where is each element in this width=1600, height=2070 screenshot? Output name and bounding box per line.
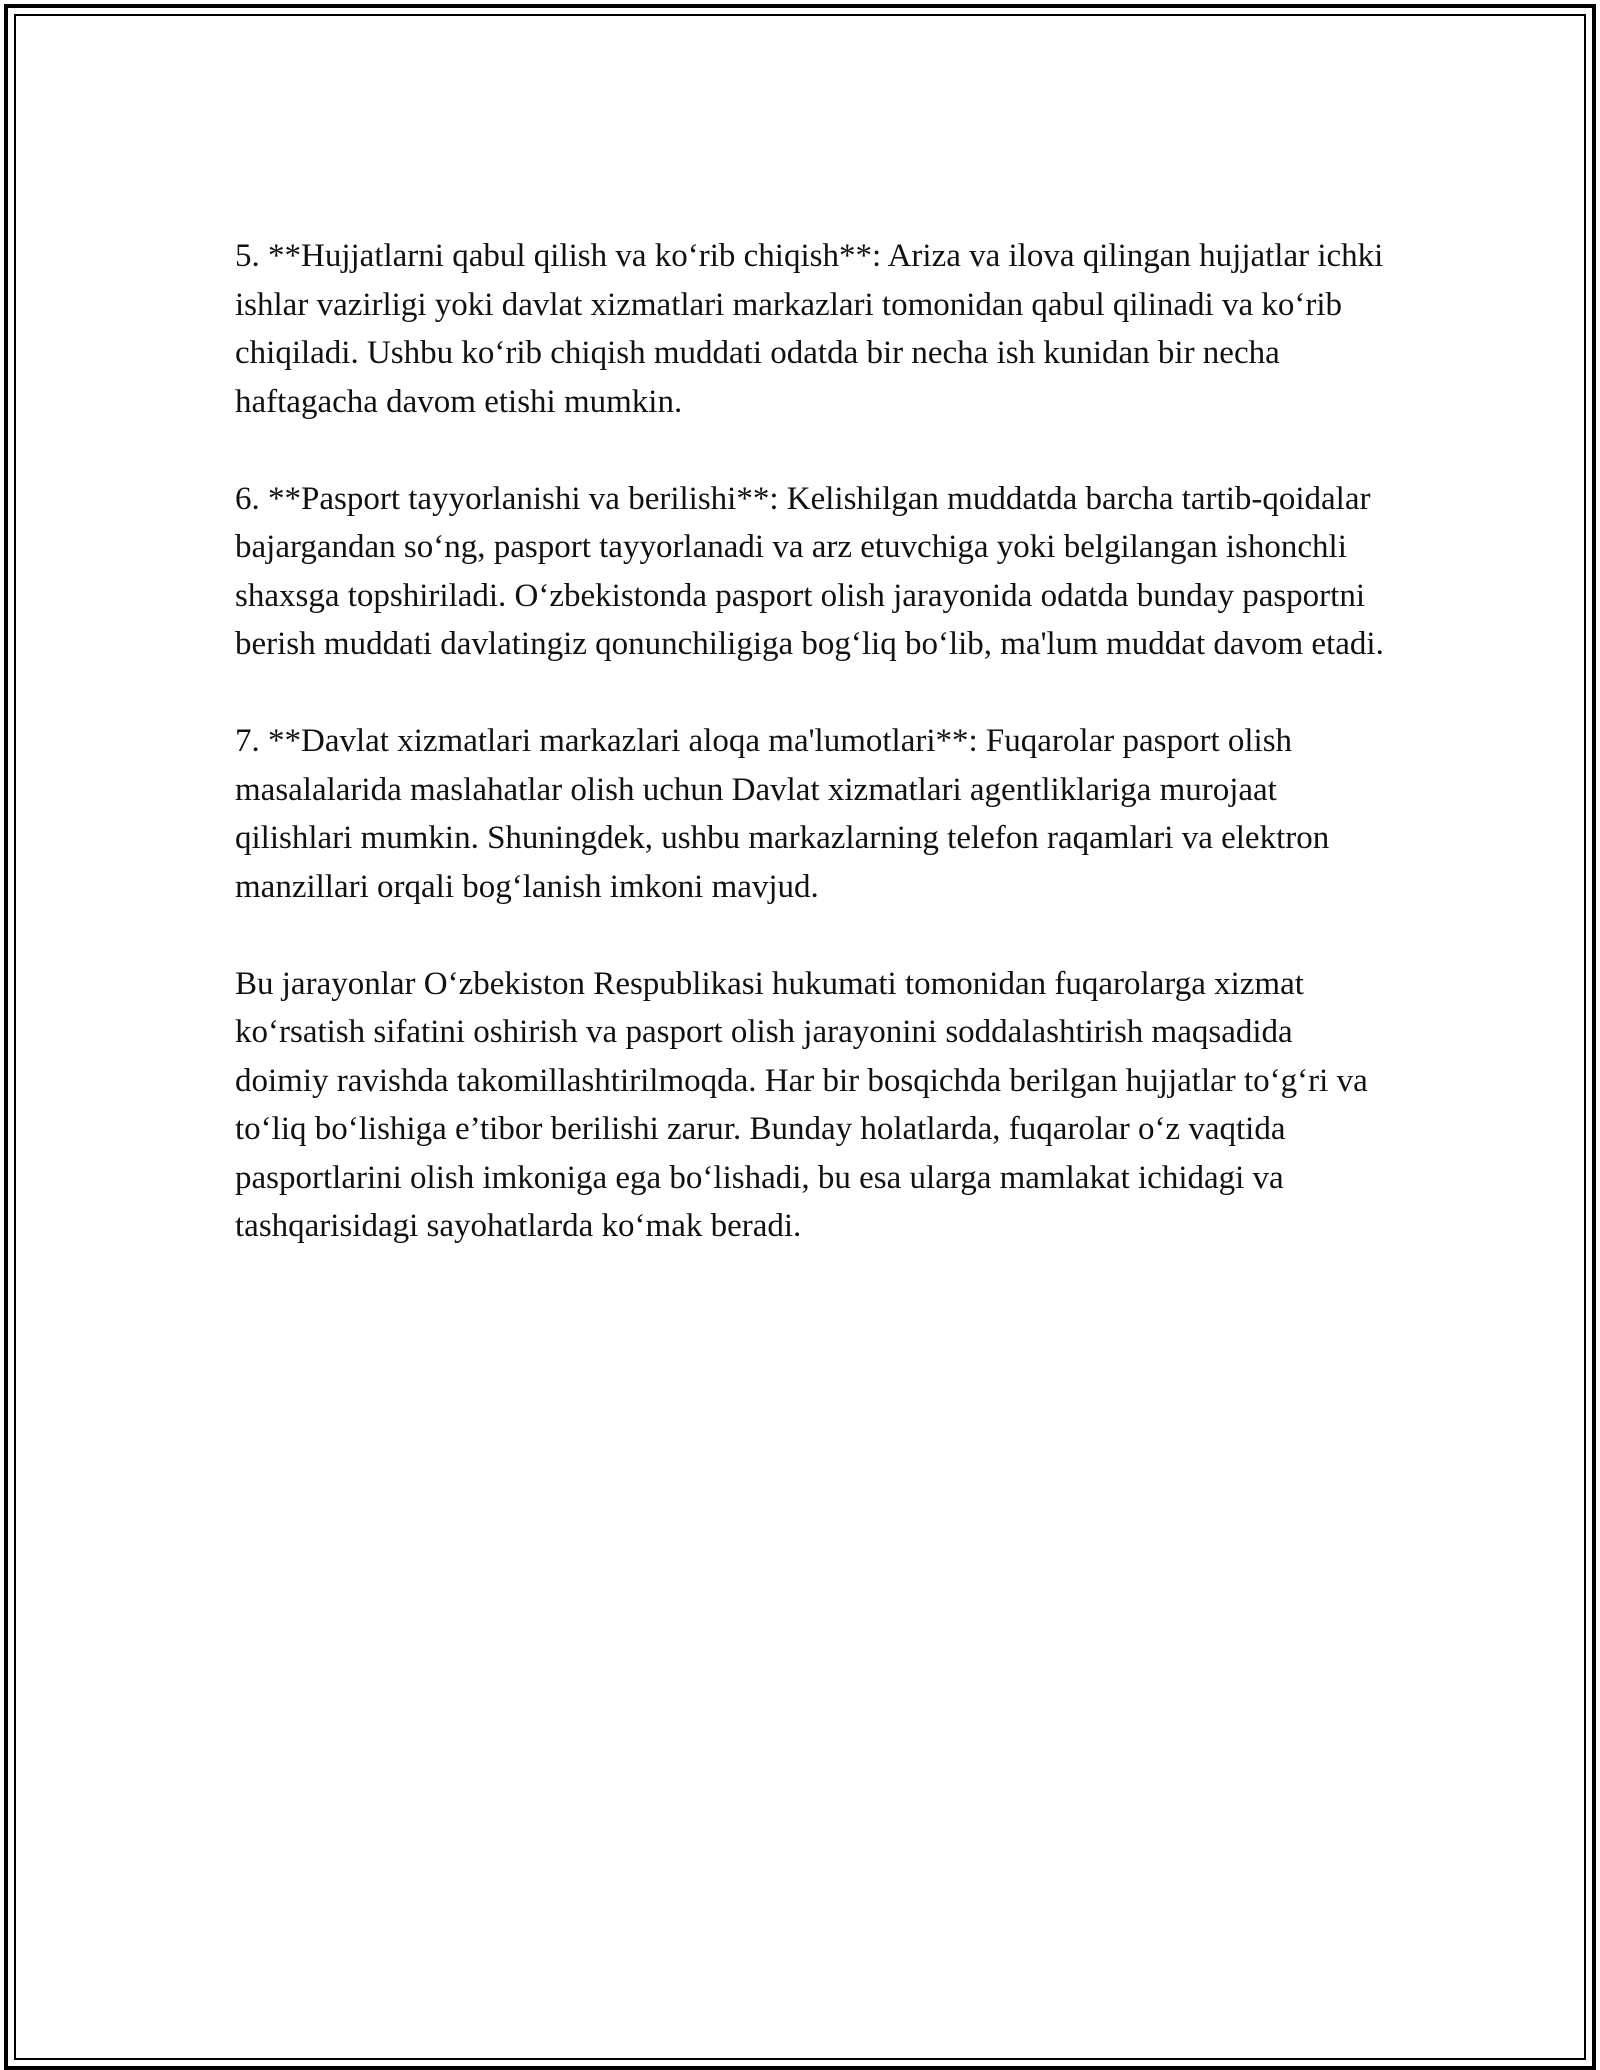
paragraph-conclusion: Bu jarayonlar O‘zbekiston Respublikasi hukumati tomonidan fuqarolarga xizmat ko‘rsatish sifatini oshirish va pasport olish jarayonini soddalashtirish maqsadida doimiy ravishda takomillashtirilmoqda. Har bir bosqichda berilgan hujjatlar to‘g‘ri va to‘liq bo‘lishiga e’tibor berilishi zarur. Bunday holatlarda, fuqarolar o‘z vaqtida pasportlarini olish imkoniga ega bo‘lishadi, bu esa ularga mamlakat ichidagi va tashqarisidagi sayohatlarda ko‘mak beradi. — [235, 965, 1368, 1244]
paragraph-step-5: 5. **Hujjatlarni qabul qilish va ko‘rib chiqish**: Ariza va ilova qilingan hujjatlar ichki ishlar vazirligi yoki davlat xizmatlari markazlari tomonidan qabul qilinadi va ko‘rib chiqiladi. Ushbu ko‘rib chiqish muddati odatda bir necha ish kunidan bir necha haftagacha davom etishi mumkin. — [235, 238, 1384, 420]
paragraph-step-6: 6. **Pasport tayyorlanishi va berilishi**: Kelishilgan muddatda barcha tartib-qoidalar bajargandan so‘ng, pasport tayyorlanadi va arz etuvchiga yoki belgilangan ishonchli shaxsga topshiriladi. O‘zbekistonda pasport olish jarayonida odatda bunday pasportni berish muddati davlatingiz qonunchiligiga bog‘liq bo‘lib, ma'lum muddat davom etadi. — [235, 480, 1384, 662]
paragraph-step-7: 7. **Davlat xizmatlari markazlari aloqa ma'lumotlari**: Fuqarolar pasport olish masalalarida maslahatlar olish uchun Davlat xizmatlari agentliklariga murojaat qilishlari mumkin. Shuningdek, ushbu markazlarning telefon raqamlari va elektron manzillari orqali bog‘lanish imkoni mavjud. — [235, 723, 1330, 905]
document-body — [235, 232, 1385, 1299]
